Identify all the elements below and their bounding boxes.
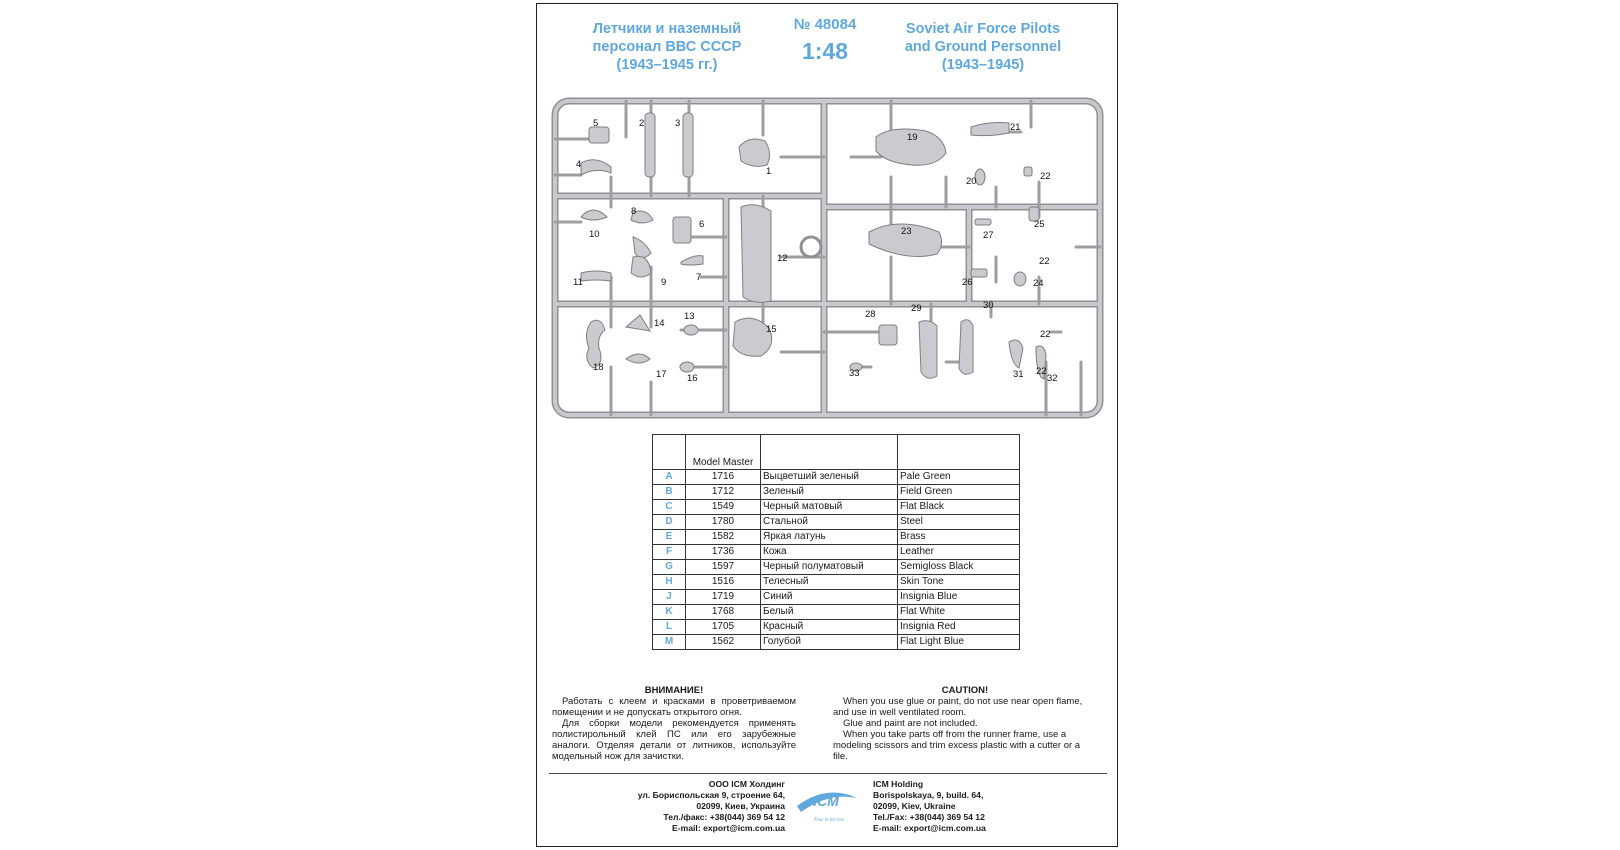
paint-cell-code: B	[653, 485, 686, 500]
part-number-label: 17	[656, 369, 667, 380]
paint-cell-en: Semigloss Black	[898, 560, 1020, 575]
svg-text:ICM: ICM	[813, 793, 839, 809]
paint-cell-mm: 1780	[686, 515, 761, 530]
paint-cell-mm: 1768	[686, 605, 761, 620]
paint-header-english	[898, 435, 1020, 470]
paint-header-code	[653, 435, 686, 470]
paint-cell-ru: Зеленый	[761, 485, 898, 500]
part-number-label: 16	[687, 373, 698, 384]
part-number-label: 22	[1040, 171, 1051, 182]
part-number-label: 28	[865, 309, 876, 320]
part-number-label: 2	[639, 118, 645, 129]
paint-cell-en: Leather	[898, 545, 1020, 560]
caution-english	[833, 685, 1097, 762]
title-en-line-2: and Ground Personnel	[904, 39, 1062, 55]
address-ru-line: ООО ICM Холдинг	[708, 779, 785, 789]
paint-cell-code: A	[653, 470, 686, 485]
catalog-number: № 48084	[793, 16, 857, 33]
address-en-line: E-mail: export@icm.com.ua	[873, 823, 986, 833]
sprue-diagram	[551, 97, 1104, 419]
part-number-label: 11	[573, 277, 583, 288]
paint-row	[653, 620, 1020, 635]
part-number-label: 9	[661, 277, 667, 288]
paint-cell-code: H	[653, 575, 686, 590]
footer-divider	[549, 773, 1107, 774]
paint-row	[653, 530, 1020, 545]
paint-cell-code: K	[653, 605, 686, 620]
title-en-line-1: Soviet Air Force Pilots	[905, 21, 1061, 37]
caution-en-title: CAUTION!	[941, 685, 989, 696]
paint-cell-ru: Кожа	[761, 545, 898, 560]
paint-cell-code: M	[653, 635, 686, 650]
part-number-label: 22	[1039, 256, 1050, 267]
part-number-label: 25	[1034, 219, 1045, 230]
part-number-label: 29	[911, 303, 922, 314]
part-number-label: 24	[1033, 278, 1044, 289]
paint-cell-en: Field Green	[898, 485, 1020, 500]
title-english	[893, 20, 1073, 74]
part-number-label: 19	[907, 132, 918, 143]
paint-cell-ru: Голубой	[761, 635, 898, 650]
caution-en-paragraph-1: When you use glue or paint, do not use near open flame, and use in well ventilated room.	[833, 696, 1083, 718]
paint-header-model-master: Model Master	[686, 435, 761, 470]
part-number-label: 15	[766, 324, 777, 335]
title-ru-line-3: (1943–1945 гг.)	[616, 57, 718, 73]
paint-cell-code: C	[653, 500, 686, 515]
part-number-label: 26	[962, 277, 973, 288]
title-en-line-3: (1943–1945)	[941, 57, 1025, 73]
paint-row	[653, 575, 1020, 590]
address-en-line: Borispolskaya, 9, build. 64,	[873, 790, 984, 800]
paint-cell-mm: 1712	[686, 485, 761, 500]
part-number-label: 31	[1013, 369, 1024, 380]
paint-row	[653, 545, 1020, 560]
address-ru-line: ул. Бориспольская 9, строение 64,	[637, 790, 785, 800]
paint-cell-en: Insignia Red	[898, 620, 1020, 635]
caution-russian	[552, 685, 796, 762]
paint-row	[653, 515, 1020, 530]
caution-en-paragraph-3: When you take parts off from the runner frame, use a modeling scissors and trim excess plastic with a cutter or a file.	[833, 729, 1081, 762]
title-ru-line-1: Летчики и наземный	[592, 21, 742, 37]
paint-cell-en: Flat Light Blue	[898, 635, 1020, 650]
paint-cell-mm: 1736	[686, 545, 761, 560]
caution-ru-title: ВНИМАНИЕ!	[644, 685, 704, 696]
title-russian	[577, 20, 757, 74]
paint-row	[653, 470, 1020, 485]
paint-cell-en: Flat White	[898, 605, 1020, 620]
paint-cell-mm: 1549	[686, 500, 761, 515]
paint-header-russian	[761, 435, 898, 470]
part-number-label: 12	[777, 253, 788, 264]
paint-cell-ru: Стальной	[761, 515, 898, 530]
paint-cell-en: Steel	[898, 515, 1020, 530]
address-ru-line: Тел./факс: +38(044) 369 54 12	[663, 812, 785, 822]
paint-cell-en: Brass	[898, 530, 1020, 545]
paint-cell-ru: Красный	[761, 620, 898, 635]
paint-cell-ru: Черный матовый	[761, 500, 898, 515]
instruction-sheet	[536, 3, 1118, 847]
paint-cell-ru: Черный полуматовый	[761, 560, 898, 575]
paint-cell-ru: Белый	[761, 605, 898, 620]
part-number-label: 32	[1047, 373, 1058, 384]
paint-row	[653, 485, 1020, 500]
paint-cell-en: Pale Green	[898, 470, 1020, 485]
paint-cell-mm: 1705	[686, 620, 761, 635]
paint-row	[653, 635, 1020, 650]
address-russian	[597, 779, 785, 834]
part-number-label: 22	[1040, 329, 1051, 340]
part-number-label: 33	[849, 368, 860, 379]
address-ru-line: E-mail: export@icm.com.ua	[672, 823, 785, 833]
part-number-label: 3	[675, 118, 681, 129]
paint-cell-en: Skin Tone	[898, 575, 1020, 590]
caution-ru-paragraph-2: Для сборки модели рекомендуется применять полистирольный клей ПС или его зарубежные аналоги. Отделяя детали от литников, используйте модельный нож для зачистки.	[552, 718, 796, 762]
paint-cell-ru: Выцветший зеленый	[761, 470, 898, 485]
paint-cell-code: E	[653, 530, 686, 545]
part-number-label: 27	[983, 230, 994, 241]
paint-cell-mm: 1516	[686, 575, 761, 590]
paint-cell-code: L	[653, 620, 686, 635]
paint-cell-mm: 1597	[686, 560, 761, 575]
caution-ru-paragraph-1: Работать с клеем и красками в проветриваемом помещении и не допускать открытого огня.	[552, 696, 796, 718]
paint-row	[653, 560, 1020, 575]
caution-en-paragraph-2: Glue and paint are not included.	[843, 718, 978, 729]
svg-text:Time in the box: Time in the box	[813, 818, 845, 823]
part-number-label: 10	[589, 229, 600, 240]
paint-cell-ru: Синий	[761, 590, 898, 605]
paint-cell-code: F	[653, 545, 686, 560]
paint-table-header	[653, 435, 1020, 470]
part-number-label: 7	[696, 272, 702, 283]
paint-cell-mm: 1719	[686, 590, 761, 605]
address-english	[873, 779, 1053, 834]
part-number-label: 13	[684, 311, 695, 322]
paint-cell-ru: Яркая латунь	[761, 530, 898, 545]
paint-row	[653, 605, 1020, 620]
paint-table	[652, 434, 1020, 650]
address-en-line: Tel./Fax: +38(044) 369 54 12	[873, 812, 985, 822]
part-number-label: 14	[654, 318, 665, 329]
icm-logo	[793, 784, 859, 824]
part-number-label: 5	[593, 118, 599, 129]
address-en-line: 02099, Kiev, Ukraine	[873, 801, 956, 811]
part-number-label: 22	[1036, 366, 1047, 377]
paint-cell-mm: 1582	[686, 530, 761, 545]
part-number-label: 8	[631, 206, 637, 217]
kit-scale: 1:48	[801, 38, 849, 64]
part-number-label: 6	[699, 219, 705, 230]
part-number-label: 1	[766, 166, 772, 177]
paint-row	[653, 500, 1020, 515]
part-number-label: 23	[901, 226, 912, 237]
part-number-label: 21	[1010, 122, 1021, 133]
title-ru-line-2: персонал ВВС СССР	[592, 39, 742, 55]
paint-cell-en: Flat Black	[898, 500, 1020, 515]
paint-cell-code: D	[653, 515, 686, 530]
paint-cell-mm: 1716	[686, 470, 761, 485]
part-number-label: 30	[983, 300, 994, 311]
part-number-label: 4	[576, 159, 582, 170]
address-ru-line: 02099, Киев, Украина	[696, 801, 785, 811]
paint-cell-code: G	[653, 560, 686, 575]
paint-cell-mm: 1562	[686, 635, 761, 650]
paint-cell-code: J	[653, 590, 686, 605]
paint-cell-en: Insignia Blue	[898, 590, 1020, 605]
paint-row	[653, 590, 1020, 605]
part-number-label: 20	[966, 176, 977, 187]
part-number-label: 18	[593, 362, 604, 373]
address-en-line: ICM Holding	[873, 779, 924, 789]
paint-cell-ru: Телесный	[761, 575, 898, 590]
